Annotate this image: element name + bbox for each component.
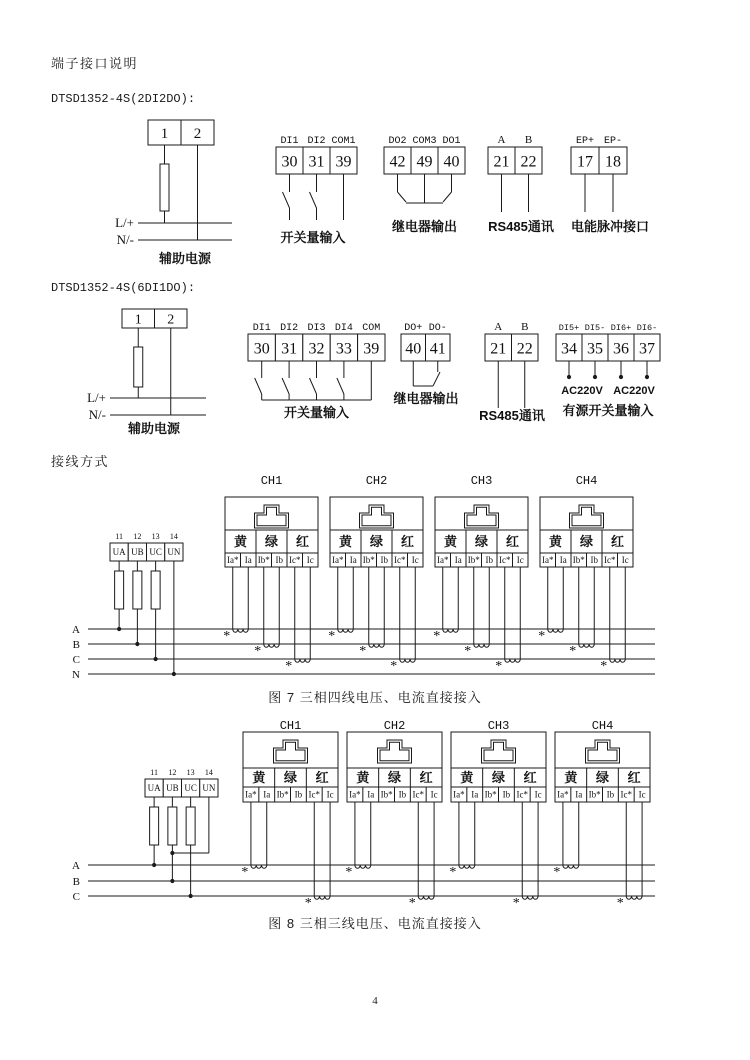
color-cell-label: 红 xyxy=(610,534,625,549)
rj45-connector-icon xyxy=(588,742,617,761)
bus-label: A xyxy=(72,860,80,872)
switch-contact-icon xyxy=(282,378,289,394)
rj45-connector-icon xyxy=(467,507,496,526)
voltage-cell-label: UA xyxy=(112,547,126,558)
terminal-number: 40 xyxy=(405,340,422,358)
current-cell-label: Ia xyxy=(349,555,357,566)
polarity-star: * xyxy=(359,644,367,659)
terminal-number: 49 xyxy=(416,153,433,171)
header-label: A xyxy=(497,134,506,146)
current-cell-label: Ic* xyxy=(516,789,528,800)
group-label: 电能脉冲接口 xyxy=(570,219,650,234)
bus-label: B xyxy=(72,876,80,888)
junction-dot xyxy=(619,375,623,379)
switch-contact-icon xyxy=(283,192,290,208)
terminal-number: 1 xyxy=(134,312,142,328)
fuse-icon xyxy=(168,807,177,845)
section1-heading: 端子接口说明 xyxy=(51,56,139,71)
polarity-star: * xyxy=(304,896,312,911)
channel-title: CH1 xyxy=(279,719,302,733)
terminal-number: 21 xyxy=(493,153,510,171)
color-cell-label: 红 xyxy=(523,770,537,785)
relay-contact-icon xyxy=(443,192,452,202)
current-cell-label: Ib* xyxy=(257,555,270,566)
rj45-connector-icon xyxy=(360,505,394,528)
color-cell-label: 黄 xyxy=(338,534,353,549)
color-cell-label: 绿 xyxy=(474,534,489,549)
header-label: DI6+ xyxy=(610,323,632,333)
current-cell-label: Ib* xyxy=(362,555,375,566)
rj45-connector-icon xyxy=(586,740,620,763)
terminal-number: 33 xyxy=(335,340,352,358)
color-cell-label: 绿 xyxy=(387,770,402,785)
header-label: EP+ xyxy=(575,136,595,147)
header-label: DI3 xyxy=(307,323,326,334)
current-cell-label: Ia* xyxy=(349,789,361,800)
terminal-number: 35 xyxy=(587,340,603,358)
voltage-cell-label: UC xyxy=(149,547,162,558)
terminal-number: 30 xyxy=(253,340,270,358)
header-label: DI6- xyxy=(636,323,658,333)
bus-label: A xyxy=(72,624,80,636)
rj45-connector-icon xyxy=(570,505,604,528)
voltage-cell-label: UN xyxy=(167,547,181,558)
junction-dot xyxy=(567,375,571,379)
color-cell-label: 绿 xyxy=(491,770,506,785)
junction-dot xyxy=(117,627,121,631)
color-cell-label: 红 xyxy=(295,534,310,549)
current-cell-label: Ia xyxy=(559,555,567,566)
rj45-connector-icon xyxy=(274,740,308,763)
current-cell-label: Ib* xyxy=(588,789,601,800)
voltage-number: 13 xyxy=(151,532,160,541)
rj45-connector-icon xyxy=(276,742,305,761)
polarity-star: * xyxy=(553,865,561,880)
fuse-icon xyxy=(160,164,169,211)
polarity-star: * xyxy=(390,659,398,674)
bus-label: B xyxy=(72,639,80,651)
header-label: COM xyxy=(362,323,381,334)
voltage-number: 12 xyxy=(168,768,177,777)
terminal-number: 22 xyxy=(516,340,533,358)
fuse-icon xyxy=(186,807,195,845)
terminal-number: 39 xyxy=(335,153,352,171)
group-label: 辅助电源 xyxy=(158,251,212,266)
group-label: 辅助电源 xyxy=(127,421,181,436)
line-label: N/- xyxy=(88,407,106,422)
header-label: DO2 xyxy=(388,136,407,147)
group-label: 继电器输出 xyxy=(393,391,459,406)
terminal-number: 21 xyxy=(490,340,507,358)
voltage-number: 14 xyxy=(169,532,178,541)
color-cell-label: 红 xyxy=(400,534,415,549)
channel-title: CH2 xyxy=(383,719,406,733)
rj45-connector-icon xyxy=(465,505,499,528)
current-cell-label: Ic xyxy=(534,789,542,800)
group-label: 开关量输入 xyxy=(280,230,346,245)
polarity-star: * xyxy=(254,644,262,659)
fuse-icon xyxy=(150,807,159,845)
terminal-number: 42 xyxy=(389,153,406,171)
color-cell-label: 绿 xyxy=(369,534,384,549)
terminal-number: 32 xyxy=(308,340,325,358)
voltage-number: 12 xyxy=(133,532,142,541)
polarity-star: * xyxy=(328,629,336,644)
polarity-star: * xyxy=(538,629,546,644)
color-cell-label: 红 xyxy=(505,534,520,549)
polarity-star: * xyxy=(449,865,457,880)
rj45-connector-icon xyxy=(255,505,289,528)
voltage-number: 11 xyxy=(150,768,158,777)
color-cell-label: 绿 xyxy=(283,770,298,785)
current-cell-label: Ic* xyxy=(412,789,424,800)
color-cell-label: 黄 xyxy=(564,770,578,785)
line-label: L/+ xyxy=(115,215,134,230)
current-cell-label: Ia* xyxy=(453,789,465,800)
terminal-number: 31 xyxy=(281,340,298,358)
color-cell-label: 黄 xyxy=(460,770,474,785)
header-label: DO1 xyxy=(442,136,461,147)
current-cell-label: Ib xyxy=(590,555,598,566)
bus-label: C xyxy=(72,891,80,903)
bus-label: N xyxy=(72,669,80,681)
polarity-star: * xyxy=(223,629,231,644)
current-cell-label: Ia xyxy=(367,789,375,800)
polarity-star: * xyxy=(285,659,293,674)
header-label: B xyxy=(524,134,533,146)
model2-label: DTSD1352-4S(6DI1DO): xyxy=(51,281,196,295)
group-label: 开关量输入 xyxy=(283,405,350,420)
current-cell-label: Ia xyxy=(575,789,583,800)
fig8-caption: 图 8 三相三线电压、电流直接接入 xyxy=(268,916,482,931)
color-cell-label: 黄 xyxy=(548,534,563,549)
color-cell-label: 黄 xyxy=(356,770,370,785)
header-label: DI2 xyxy=(307,136,326,147)
terminal-number: 22 xyxy=(520,153,537,171)
rj45-connector-icon xyxy=(572,507,601,526)
current-cell-label: Ia* xyxy=(437,555,449,566)
relay-contact-icon xyxy=(398,192,407,202)
color-cell-label: 黄 xyxy=(443,534,458,549)
ac-label: AC220V xyxy=(613,385,655,397)
channel-title: CH3 xyxy=(470,474,493,488)
current-cell-label: Ic* xyxy=(604,555,616,566)
junction-dot xyxy=(154,657,158,661)
fuse-icon xyxy=(133,571,142,609)
current-cell-label: Ic* xyxy=(394,555,406,566)
current-cell-label: Ib* xyxy=(467,555,480,566)
rj45-connector-icon xyxy=(362,507,391,526)
line-label: L/+ xyxy=(87,390,106,405)
current-cell-label: Ib xyxy=(275,555,283,566)
terminal-number: 1 xyxy=(160,125,169,142)
current-cell-label: Ib* xyxy=(572,555,585,566)
rj45-connector-icon xyxy=(482,740,516,763)
color-cell-label: 绿 xyxy=(595,770,610,785)
current-cell-label: Ib xyxy=(398,789,407,800)
junction-dot xyxy=(170,879,174,883)
fuse-icon xyxy=(134,347,143,387)
polarity-star: * xyxy=(241,865,249,880)
section2-heading: 接线方式 xyxy=(51,454,110,469)
junction-dot xyxy=(593,375,597,379)
terminal-number: 18 xyxy=(605,153,621,171)
voltage-number: 11 xyxy=(115,532,123,541)
current-cell-label: Ic xyxy=(516,555,524,566)
voltage-cell-label: UB xyxy=(166,783,179,794)
junction-dot xyxy=(135,642,139,646)
current-cell-label: Ib xyxy=(606,789,615,800)
junction-dot xyxy=(645,375,649,379)
fuse-icon xyxy=(115,571,124,609)
bus-label: C xyxy=(72,654,80,666)
current-cell-label: Ic xyxy=(326,789,334,800)
group-label: RS485通讯 xyxy=(488,219,554,234)
color-cell-label: 红 xyxy=(419,770,433,785)
header-label: COM1 xyxy=(331,136,356,147)
current-cell-label: Ib* xyxy=(484,789,497,800)
header-label: DI1 xyxy=(280,136,299,147)
current-cell-label: Ia* xyxy=(542,555,554,566)
color-cell-label: 绿 xyxy=(264,534,279,549)
voltage-cell-label: UA xyxy=(147,783,161,794)
current-cell-label: Ic* xyxy=(308,789,320,800)
current-cell-label: Ia xyxy=(471,789,479,800)
current-cell-label: Ia xyxy=(263,789,271,800)
terminal-number: 40 xyxy=(443,153,460,171)
current-cell-label: Ib xyxy=(485,555,493,566)
current-cell-label: Ic xyxy=(621,555,629,566)
header-label: B xyxy=(521,321,529,333)
current-cell-label: Ia* xyxy=(245,789,257,800)
current-cell-label: Ib xyxy=(294,789,303,800)
polarity-star: * xyxy=(433,629,441,644)
current-cell-label: Ia* xyxy=(557,789,569,800)
polarity-star: * xyxy=(616,896,624,911)
switch-contact-icon xyxy=(310,378,317,394)
current-cell-label: Ic* xyxy=(499,555,511,566)
header-label: EP- xyxy=(603,136,623,147)
channel-title: CH2 xyxy=(365,474,388,488)
header-label: DI2 xyxy=(280,323,299,334)
channel-title: CH4 xyxy=(575,474,598,488)
voltage-cell-label: UC xyxy=(184,783,197,794)
current-cell-label: Ic xyxy=(638,789,646,800)
rj45-connector-icon xyxy=(257,507,286,526)
terminal-number: 39 xyxy=(363,340,380,358)
terminal-number: 2 xyxy=(167,312,175,328)
terminal-number: 31 xyxy=(308,153,325,171)
page-number: 4 xyxy=(372,995,378,1007)
terminal-number: 34 xyxy=(561,340,577,358)
ac-label: AC220V xyxy=(561,385,603,397)
voltage-number: 14 xyxy=(204,768,213,777)
switch-contact-icon xyxy=(337,378,344,394)
line-label: N/- xyxy=(116,232,134,247)
current-cell-label: Ia xyxy=(454,555,462,566)
current-cell-label: Ic* xyxy=(289,555,301,566)
current-cell-label: Ia* xyxy=(227,555,239,566)
terminal-number: 41 xyxy=(429,340,446,358)
channel-title: CH3 xyxy=(487,719,510,733)
header-label: DI4 xyxy=(334,323,353,334)
voltage-number: 13 xyxy=(186,768,195,777)
junction-dot xyxy=(172,672,176,676)
polarity-star: * xyxy=(464,644,472,659)
color-cell-label: 黄 xyxy=(233,534,248,549)
junction-dot xyxy=(170,851,174,855)
rj45-connector-icon xyxy=(378,740,412,763)
group-label: 继电器输出 xyxy=(391,219,458,234)
terminal-number: 2 xyxy=(193,125,202,142)
polarity-star: * xyxy=(569,644,577,659)
fig7-caption: 图 7 三相四线电压、电流直接接入 xyxy=(268,690,482,705)
switch-contact-icon xyxy=(310,192,317,208)
polarity-star: * xyxy=(600,659,608,674)
channel-title: CH4 xyxy=(591,719,614,733)
header-label: DO- xyxy=(428,323,447,334)
voltage-cell-label: UB xyxy=(131,547,144,558)
rj45-connector-icon xyxy=(380,742,409,761)
group-label: RS485通讯 xyxy=(479,408,545,423)
header-label: DI5+ xyxy=(558,323,580,333)
polarity-star: * xyxy=(495,659,503,674)
current-cell-label: Ib* xyxy=(276,789,289,800)
polarity-star: * xyxy=(408,896,416,911)
header-label: DO+ xyxy=(404,323,423,334)
relay-contact-icon xyxy=(433,372,440,386)
junction-dot xyxy=(152,863,156,867)
group-label: 有源开关量输入 xyxy=(562,403,654,418)
current-cell-label: Ic xyxy=(306,555,314,566)
junction-dot xyxy=(189,894,193,898)
header-label: COM3 xyxy=(412,136,437,147)
color-cell-label: 红 xyxy=(315,770,329,785)
channel-title: CH1 xyxy=(260,474,283,488)
current-cell-label: Ia xyxy=(244,555,252,566)
current-cell-label: Ia* xyxy=(332,555,344,566)
current-cell-label: Ib* xyxy=(380,789,393,800)
current-cell-label: Ic xyxy=(430,789,438,800)
terminal-number: 36 xyxy=(613,340,629,358)
terminal-number: 17 xyxy=(577,153,593,171)
model1-label: DTSD1352-4S(2DI2DO): xyxy=(51,92,196,106)
polarity-star: * xyxy=(512,896,520,911)
color-cell-label: 黄 xyxy=(252,770,266,785)
color-cell-label: 红 xyxy=(627,770,641,785)
header-label: DI5- xyxy=(584,323,606,333)
current-cell-label: Ib xyxy=(502,789,511,800)
current-cell-label: Ic xyxy=(411,555,419,566)
rj45-connector-icon xyxy=(484,742,513,761)
current-cell-label: Ib xyxy=(380,555,388,566)
switch-contact-icon xyxy=(255,378,262,394)
header-label: DI1 xyxy=(252,323,271,334)
header-label: A xyxy=(494,321,503,333)
terminal-number: 30 xyxy=(281,153,298,171)
current-cell-label: Ic* xyxy=(620,789,632,800)
color-cell-label: 绿 xyxy=(579,534,594,549)
fuse-icon xyxy=(151,571,160,609)
terminal-number: 37 xyxy=(639,340,655,358)
polarity-star: * xyxy=(345,865,353,880)
voltage-cell-label: UN xyxy=(202,783,216,794)
